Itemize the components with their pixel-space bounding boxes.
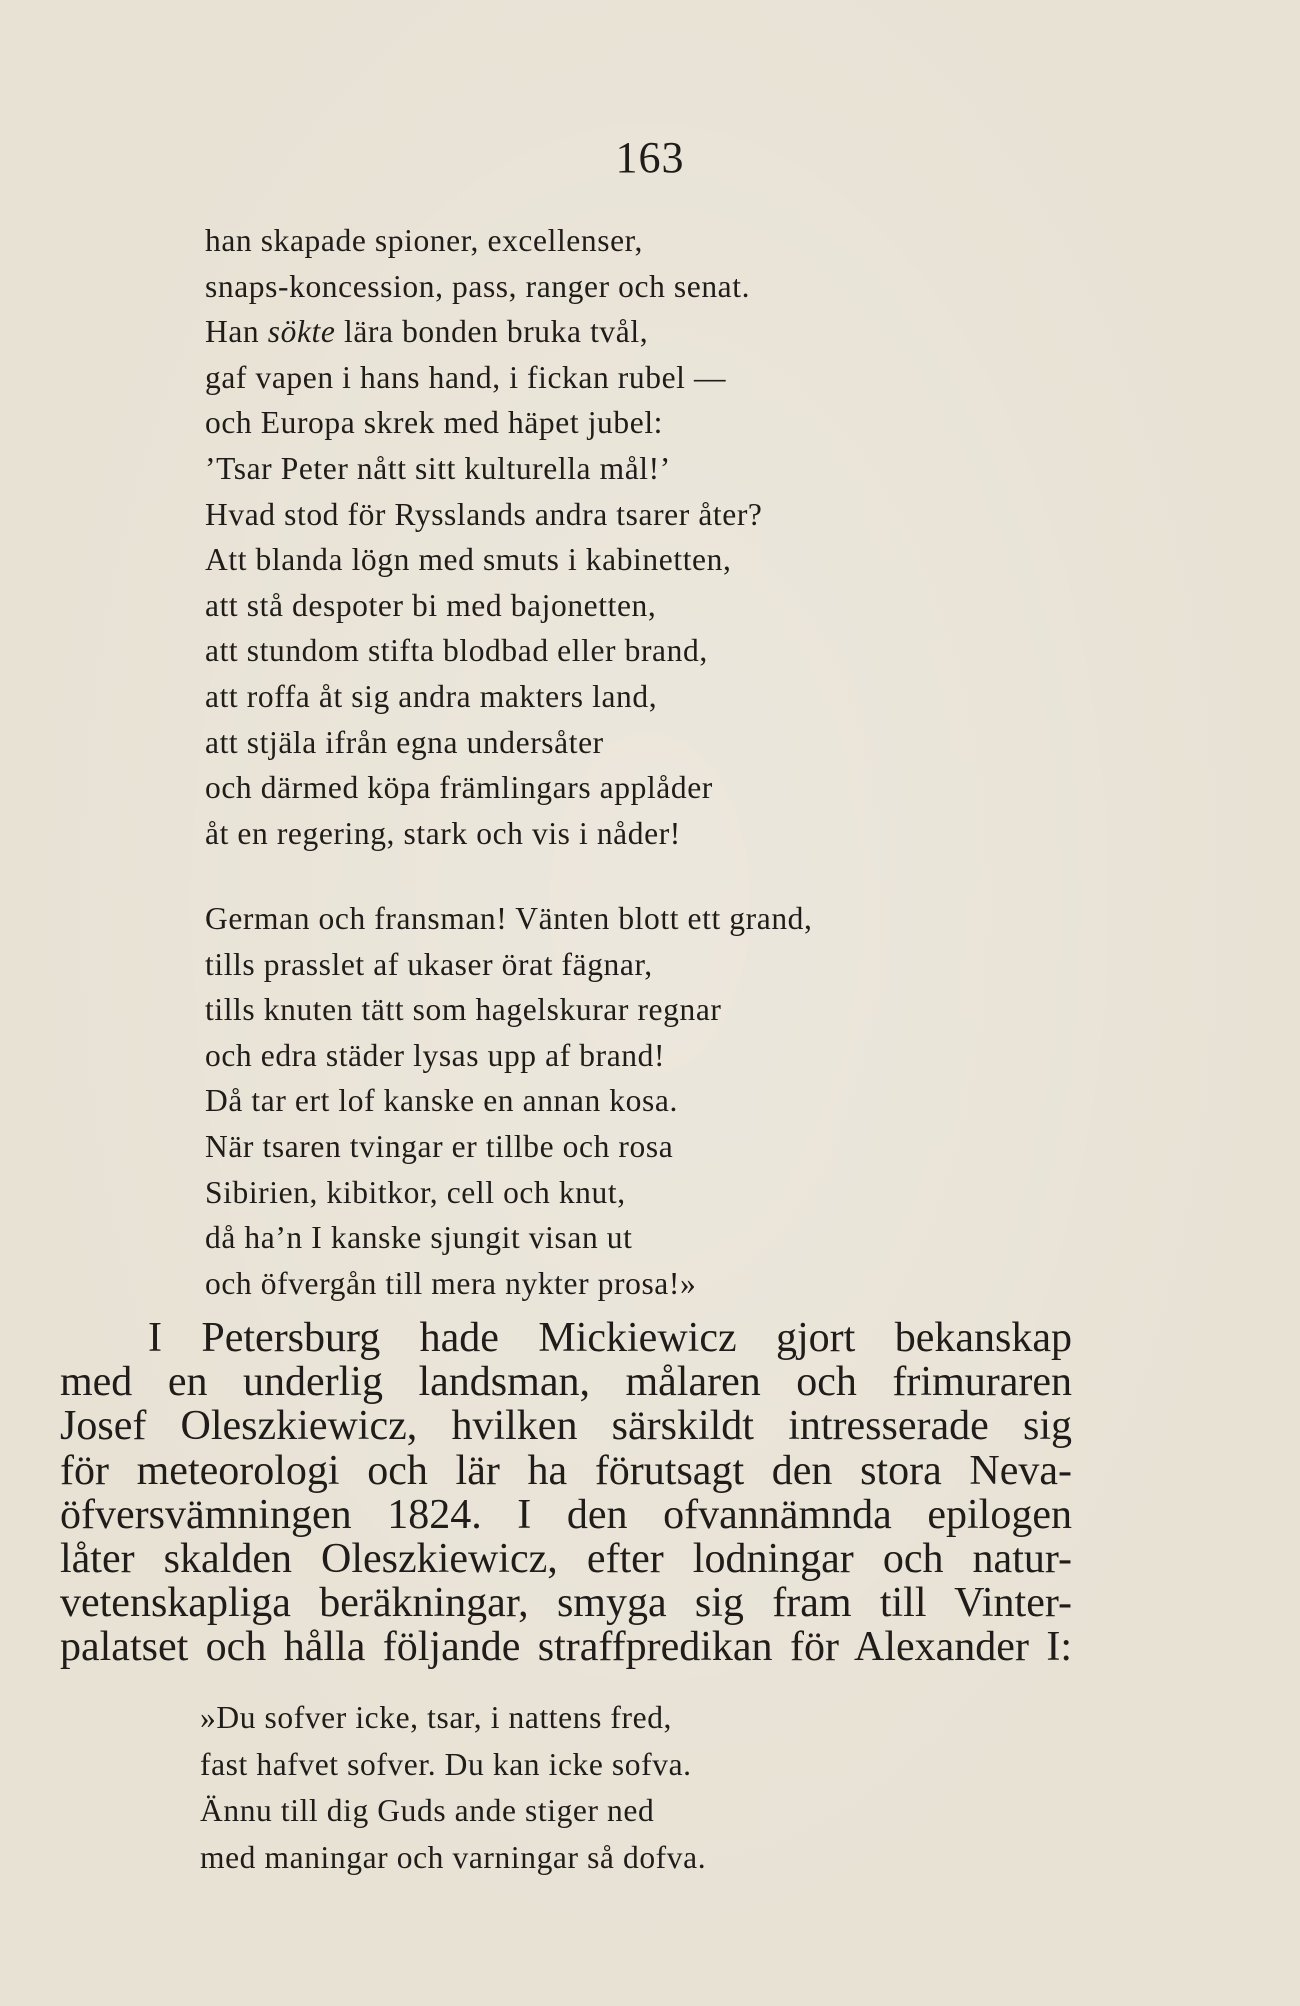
verse-line: att stå despoter bi med bajonetten, <box>205 587 657 623</box>
verse-line: Hvad stod för Rysslands andra tsarer åter? <box>205 496 763 532</box>
verse-line: och öfvergån till mera nykter prosa!» <box>205 1265 697 1301</box>
prose-line: för meteorologi och lär ha förutsagt den stora Neva- <box>60 1447 1072 1494</box>
verse-line: med maningar och varningar så dofva. <box>200 1839 707 1875</box>
prose-line: palatset och hålla följande straffpredikan för Alexander I: <box>60 1624 1072 1671</box>
verse-line: tills prasslet af ukaser örat fägnar, <box>205 946 653 982</box>
prose-line: vetenskapliga beräkningar, smyga sig fram till Vinter- <box>60 1580 1072 1627</box>
page-number: 163 <box>615 133 685 182</box>
verse-line: tills knuten tätt som hagelskurar regnar <box>205 992 722 1028</box>
verse-line: att roffa åt sig andra makters land, <box>205 678 658 714</box>
verse-line: åt en regering, stark och vis i nåder! <box>205 815 681 851</box>
verse-line: och därmed köpa främlingars applåder <box>205 770 713 806</box>
verse-line-end: lära bonden bruka tvål, <box>343 314 649 350</box>
prose-paragraph <box>60 1316 1072 1670</box>
verse-line: Att blanda lögn med smuts i kabinetten, <box>205 542 732 578</box>
prose-line: I Petersburg hade Mickiewicz gjort bekanskap <box>148 1315 1072 1361</box>
prose-line: låter skalden Oleszkiewicz, efter lodningar och natur- <box>60 1535 1072 1582</box>
verse-line: ’Tsar Peter nått sitt kulturella mål!’ <box>205 450 671 486</box>
verse-line <box>205 309 763 355</box>
verse-stanza-3 <box>200 1695 706 1881</box>
verse-stanza-1 <box>205 218 763 856</box>
verse-line: Ännu till dig Guds ande stiger ned <box>200 1793 655 1828</box>
verse-line: »Du sofver icke, tsar, i nattens fred, <box>200 1700 673 1735</box>
verse-line: han skapade spioner, excellenser, <box>205 223 643 258</box>
verse-line: snaps-koncession, pass, ranger och senat. <box>205 268 751 304</box>
verse-line: Då tar ert lof kanske en annan kosa. <box>205 1083 678 1119</box>
prose-line: med en underlig landsman, målaren och frimuraren <box>60 1359 1072 1406</box>
verse-line: och edra städer lysas upp af brand! <box>205 1037 666 1073</box>
emphasized-word: sökte <box>267 314 336 350</box>
verse-line: då ha’n I kanske sjungit visan ut <box>205 1220 633 1256</box>
verse-line: När tsaren tvingar er tillbe och rosa <box>205 1128 674 1164</box>
verse-line: gaf vapen i hans hand, i fickan rubel — <box>205 359 727 395</box>
verse-line: German och fransman! Vänten blott ett grand, <box>205 901 813 936</box>
verse-line-start: Han <box>205 314 260 350</box>
verse-stanza-2 <box>205 896 813 1306</box>
verse-line: och Europa skrek med häpet jubel: <box>205 405 664 441</box>
prose-line: Josef Oleszkiewicz, hvilken särskildt intresserade sig <box>60 1403 1072 1450</box>
verse-line: att stjäla ifrån egna undersåter <box>205 724 604 760</box>
prose-line: öfversvämningen 1824. I den ofvannämnda epilogen <box>60 1491 1072 1538</box>
verse-line: fast hafvet sofver. Du kan icke sofva. <box>200 1746 692 1782</box>
verse-line: att stundom stifta blodbad eller brand, <box>205 633 708 669</box>
verse-line: Sibirien, kibitkor, cell och knut, <box>205 1174 626 1210</box>
